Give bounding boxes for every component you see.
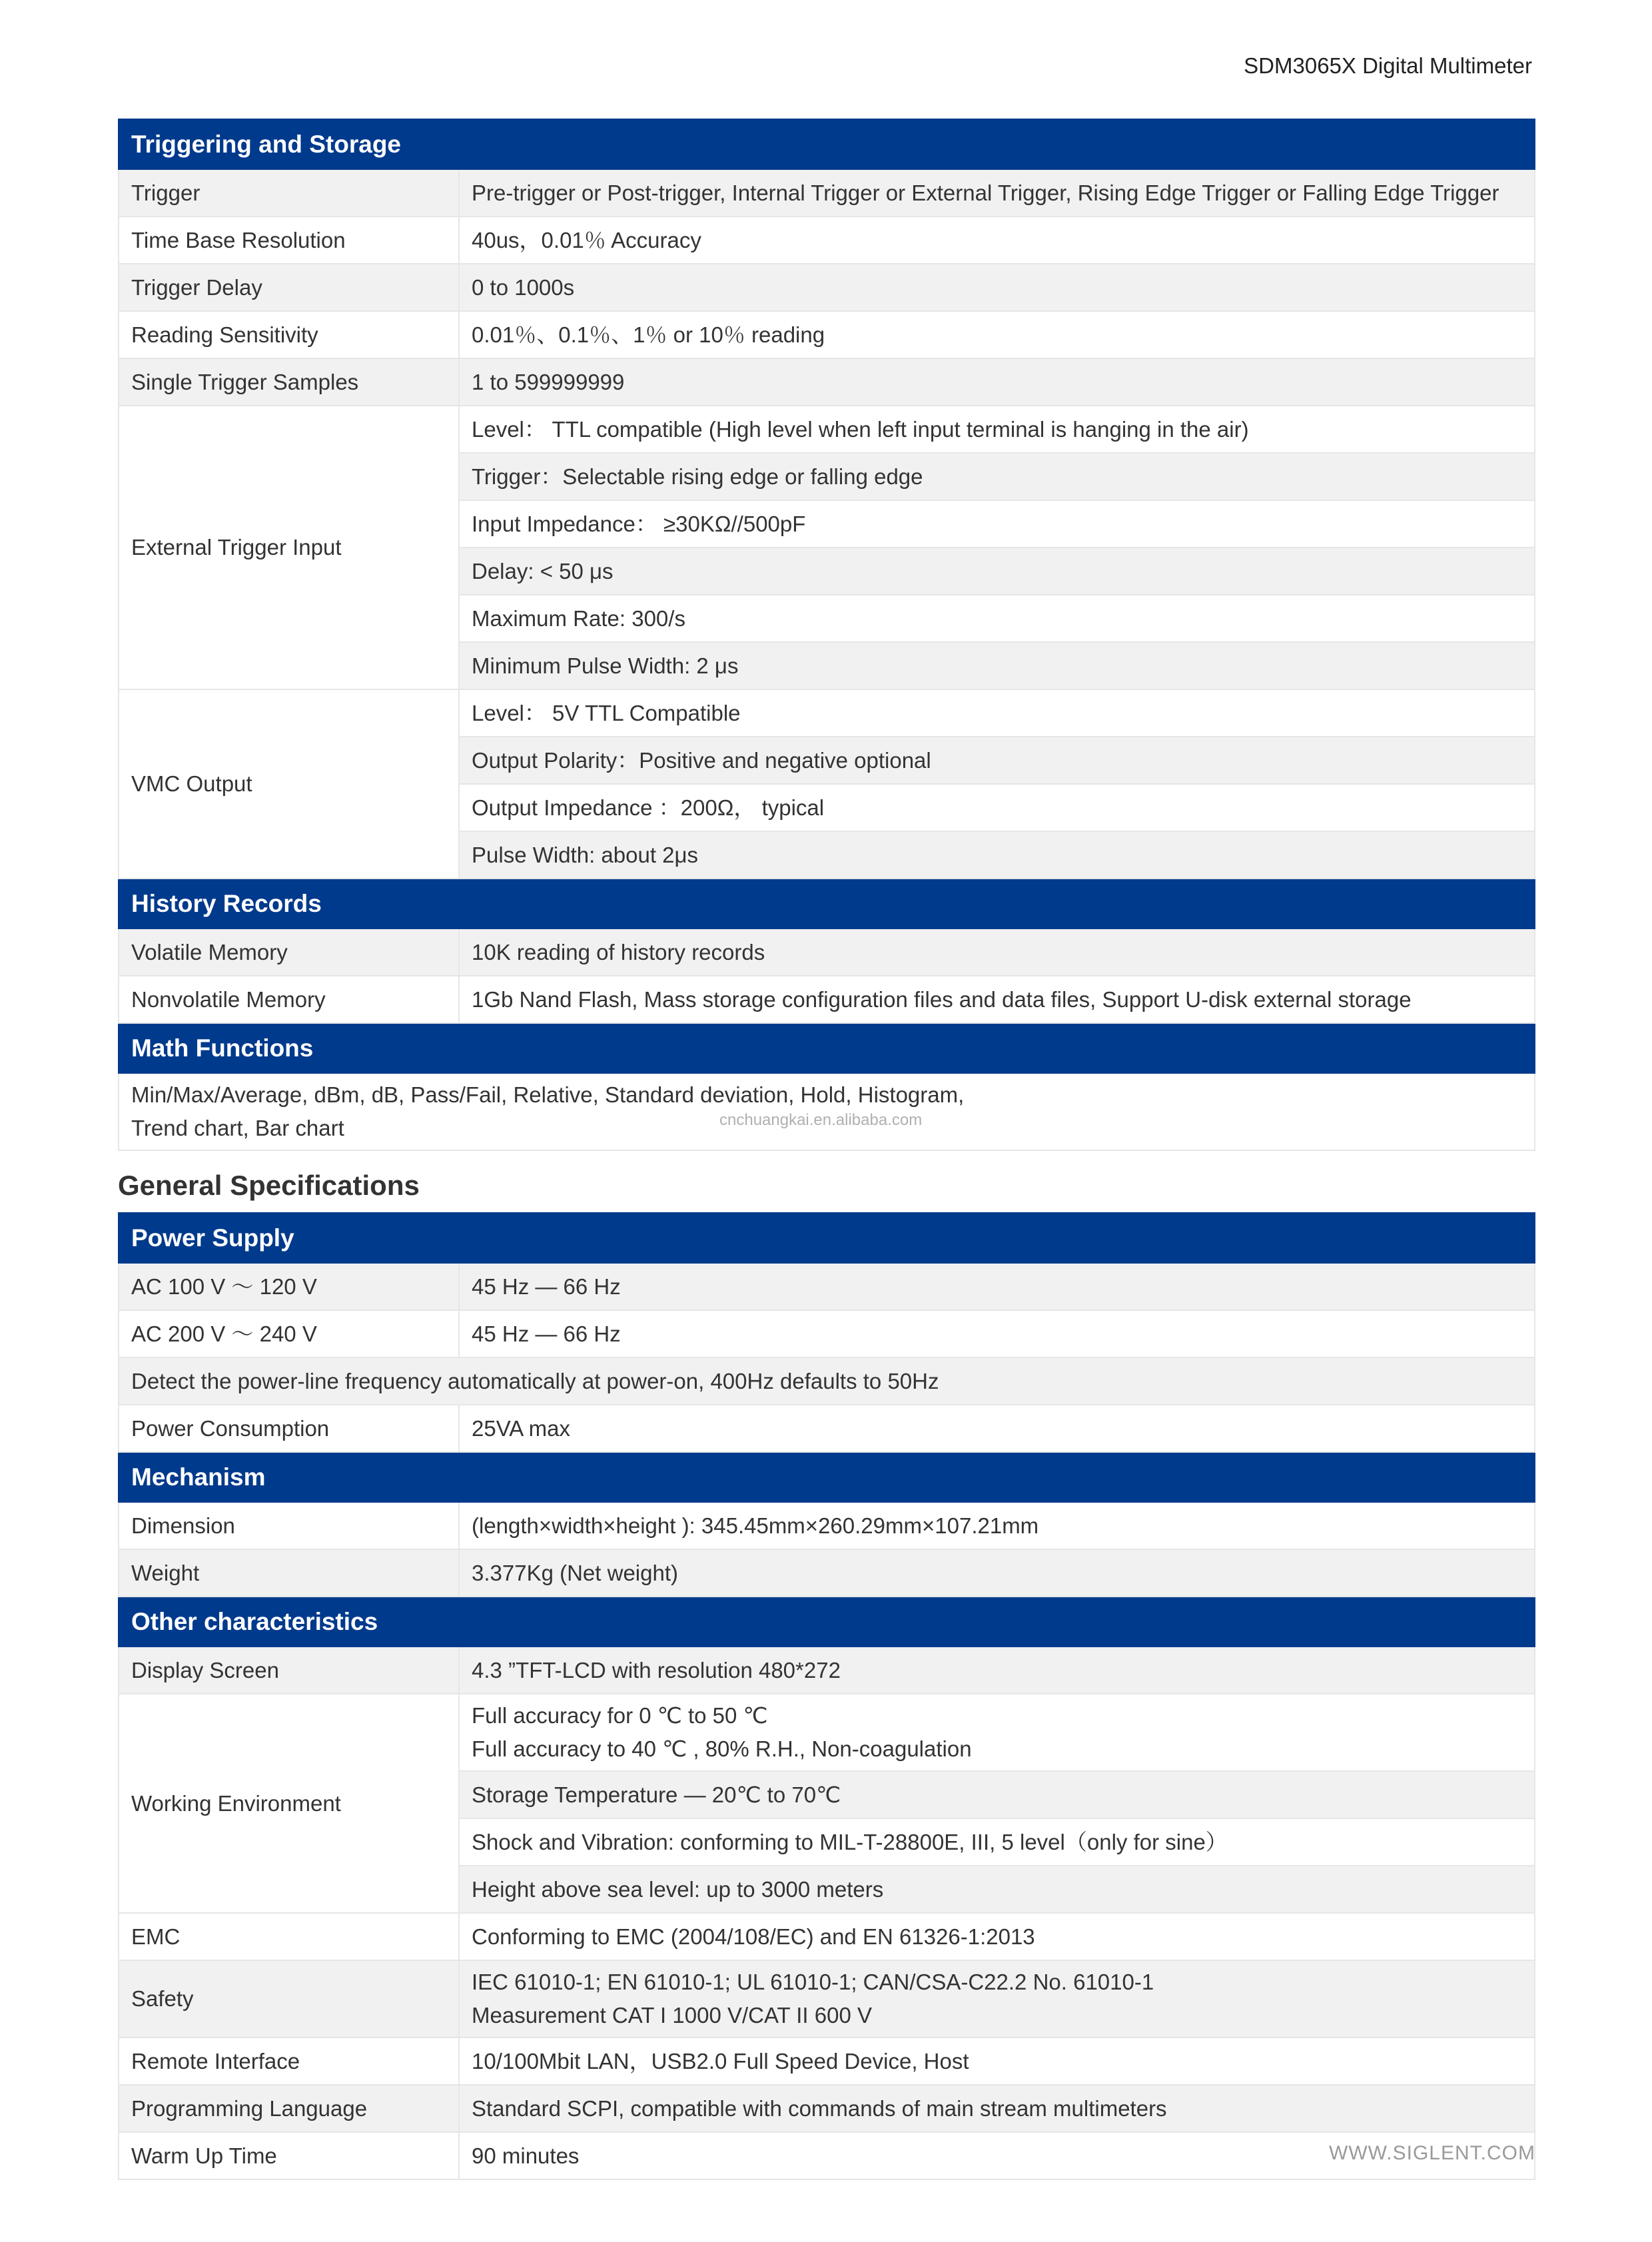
spec-row-ext-trigger xyxy=(119,406,1535,453)
math-line: Min/Max/Average, dBm, dB, Pass/Fail, Relative, Standard deviation, Hold, Histogram, xyxy=(131,1082,965,1107)
spec-value: 40us，0.01％ Accuracy xyxy=(459,216,1535,264)
general-spec-table xyxy=(118,1212,1535,2180)
spec-value: 4.3 ”TFT-LCD with resolution 480*272 xyxy=(459,1647,1535,1694)
spec-row-reading-sensitivity xyxy=(119,311,1535,358)
section-header-other xyxy=(119,1597,1535,1647)
safety-line: Measurement CAT I 1000 V/CAT II 600 V xyxy=(472,2003,873,2028)
triggering-history-math-table xyxy=(118,119,1535,1151)
spec-value: 45 Hz — 66 Hz xyxy=(459,1263,1535,1310)
spec-value: 10/100Mbit LAN，USB2.0 Full Speed Device, Host xyxy=(459,2038,1535,2085)
spec-value: 25VA max xyxy=(459,1405,1535,1452)
spec-row-display xyxy=(119,1647,1535,1694)
spec-label: Trigger xyxy=(119,169,459,216)
spec-row-ac200 xyxy=(119,1310,1535,1357)
general-specifications-heading: General Specifications xyxy=(118,1170,420,1201)
spec-value: 45 Hz — 66 Hz xyxy=(459,1310,1535,1357)
spec-value: 90 minutes xyxy=(459,2132,1535,2179)
section-title: Math Functions xyxy=(119,1023,1535,1073)
spec-label: AC 100 V ～ 120 V xyxy=(119,1263,459,1310)
spec-label: Reading Sensitivity xyxy=(119,311,459,358)
spec-label: Remote Interface xyxy=(119,2038,459,2085)
spec-value: Output Impedance ：200Ω， typical xyxy=(459,784,1535,831)
spec-value: Minimum Pulse Width: 2 μs xyxy=(459,642,1535,689)
spec-label: Trigger Delay xyxy=(119,264,459,311)
spec-label: Volatile Memory xyxy=(119,929,459,976)
spec-row-warmup xyxy=(119,2132,1535,2179)
spec-row-trigger-delay xyxy=(119,264,1535,311)
section-header-history xyxy=(119,879,1535,929)
spec-label: Display Screen xyxy=(119,1647,459,1694)
safety-line: IEC 61010-1; EN 61010-1; UL 61010-1; CAN/CSA-C22.2 No. 61010-1 xyxy=(472,1970,1154,1994)
math-line: Trend chart, Bar chart xyxy=(131,1116,344,1140)
spec-value: Standard SCPI, compatible with commands of main stream multimeters xyxy=(459,2085,1535,2132)
spec-label: Time Base Resolution xyxy=(119,216,459,264)
spec-value xyxy=(459,1694,1535,1771)
section-title: Mechanism xyxy=(119,1452,1535,1502)
spec-value: Level： TTL compatible (High level when left input terminal is hanging in the air) xyxy=(459,406,1535,453)
spec-value: Shock and Vibration: conforming to MIL-T-28800E, III, 5 level（only for sine） xyxy=(459,1818,1535,1866)
spec-label: Weight xyxy=(119,1549,459,1597)
spec-label: Dimension xyxy=(119,1502,459,1549)
section-title: History Records xyxy=(119,879,1535,929)
footer-url: WWW.SIGLENT.COM xyxy=(1329,2142,1535,2164)
spec-label: EMC xyxy=(119,1913,459,1960)
page-header-title: SDM3065X Digital Multimeter xyxy=(1244,53,1532,78)
spec-value: 10K reading of history records xyxy=(459,929,1535,976)
spec-value: Conforming to EMC (2004/108/EC) and EN 61326-1:2013 xyxy=(459,1913,1535,1960)
spec-value: 1 to 599999999 xyxy=(459,358,1535,406)
spec-label: AC 200 V ～ 240 V xyxy=(119,1310,459,1357)
spec-value: Delay: < 50 μs xyxy=(459,548,1535,595)
spec-value: 1Gb Nand Flash, Mass storage configuration files and data files, Support U-disk external storage xyxy=(459,976,1535,1023)
spec-row-nonvolatile xyxy=(119,976,1535,1023)
spec-row-vmc xyxy=(119,689,1535,737)
environment-line: Full accuracy to 40 ℃ , 80% R.H., Non-coagulation xyxy=(472,1736,972,1761)
spec-value: Pulse Width: about 2μs xyxy=(459,831,1535,879)
spec-value: Trigger：Selectable rising edge or falling edge xyxy=(459,453,1535,500)
spec-row-single-trigger xyxy=(119,358,1535,406)
spec-value: (length×width×height ): 345.45mm×260.29mm×107.21mm xyxy=(459,1502,1535,1549)
section-header-power xyxy=(119,1213,1535,1263)
spec-label: Working Environment xyxy=(119,1694,459,1913)
section-title: Triggering and Storage xyxy=(119,119,1535,169)
spec-label: Power Consumption xyxy=(119,1405,459,1452)
spec-label: VMC Output xyxy=(119,689,459,879)
watermark-text: cnchuangkai.en.alibaba.com xyxy=(719,1111,923,1129)
spec-row-trigger xyxy=(119,169,1535,216)
spec-content xyxy=(118,119,1534,2180)
spec-value: Detect the power-line frequency automatically at power-on, 400Hz defaults to 50Hz xyxy=(119,1357,1535,1405)
spec-row-remote xyxy=(119,2038,1535,2085)
spec-value: Storage Temperature — 20℃ to 70℃ xyxy=(459,1771,1535,1818)
spec-value: Pre-trigger or Post-trigger, Internal Trigger or External Trigger, Rising Edge Trigger or Falling Edge Trigger xyxy=(459,169,1535,216)
spec-row-detect xyxy=(119,1357,1535,1405)
spec-value xyxy=(459,1960,1535,2038)
environment-line: Full accuracy for 0 ℃ to 50 ℃ xyxy=(472,1703,768,1728)
spec-value: Output Polarity：Positive and negative optional xyxy=(459,737,1535,784)
section-header-mechanism xyxy=(119,1452,1535,1502)
spec-row-ac100 xyxy=(119,1263,1535,1310)
section-title: Other characteristics xyxy=(119,1597,1535,1647)
spec-row-safety xyxy=(119,1960,1535,2038)
spec-row-emc xyxy=(119,1913,1535,1960)
spec-row-environment xyxy=(119,1694,1535,1771)
spec-row-programming xyxy=(119,2085,1535,2132)
section-title: Power Supply xyxy=(119,1213,1535,1263)
section-header-triggering xyxy=(119,119,1535,169)
spec-row-weight xyxy=(119,1549,1535,1597)
spec-value: Input Impedance： ≥30KΩ//500pF xyxy=(459,500,1535,548)
section-header-math xyxy=(119,1023,1535,1073)
spec-value: Maximum Rate: 300/s xyxy=(459,595,1535,642)
spec-label: External Trigger Input xyxy=(119,406,459,689)
spec-value: 0 to 1000s xyxy=(459,264,1535,311)
spec-value: Level： 5V TTL Compatible xyxy=(459,689,1535,737)
spec-label: Nonvolatile Memory xyxy=(119,976,459,1023)
spec-row-dimension xyxy=(119,1502,1535,1549)
spec-label: Programming Language xyxy=(119,2085,459,2132)
spec-value: 3.377Kg (Net weight) xyxy=(459,1549,1535,1597)
spec-row-time-base xyxy=(119,216,1535,264)
spec-label: Safety xyxy=(119,1960,459,2038)
spec-label: Warm Up Time xyxy=(119,2132,459,2179)
spec-value: Height above sea level: up to 3000 meters xyxy=(459,1866,1535,1913)
spec-value: 0.01％、0.1％、1％ or 10％ reading xyxy=(459,311,1535,358)
spec-row-volatile xyxy=(119,929,1535,976)
spec-label: Single Trigger Samples xyxy=(119,358,459,406)
spec-row-consumption xyxy=(119,1405,1535,1452)
